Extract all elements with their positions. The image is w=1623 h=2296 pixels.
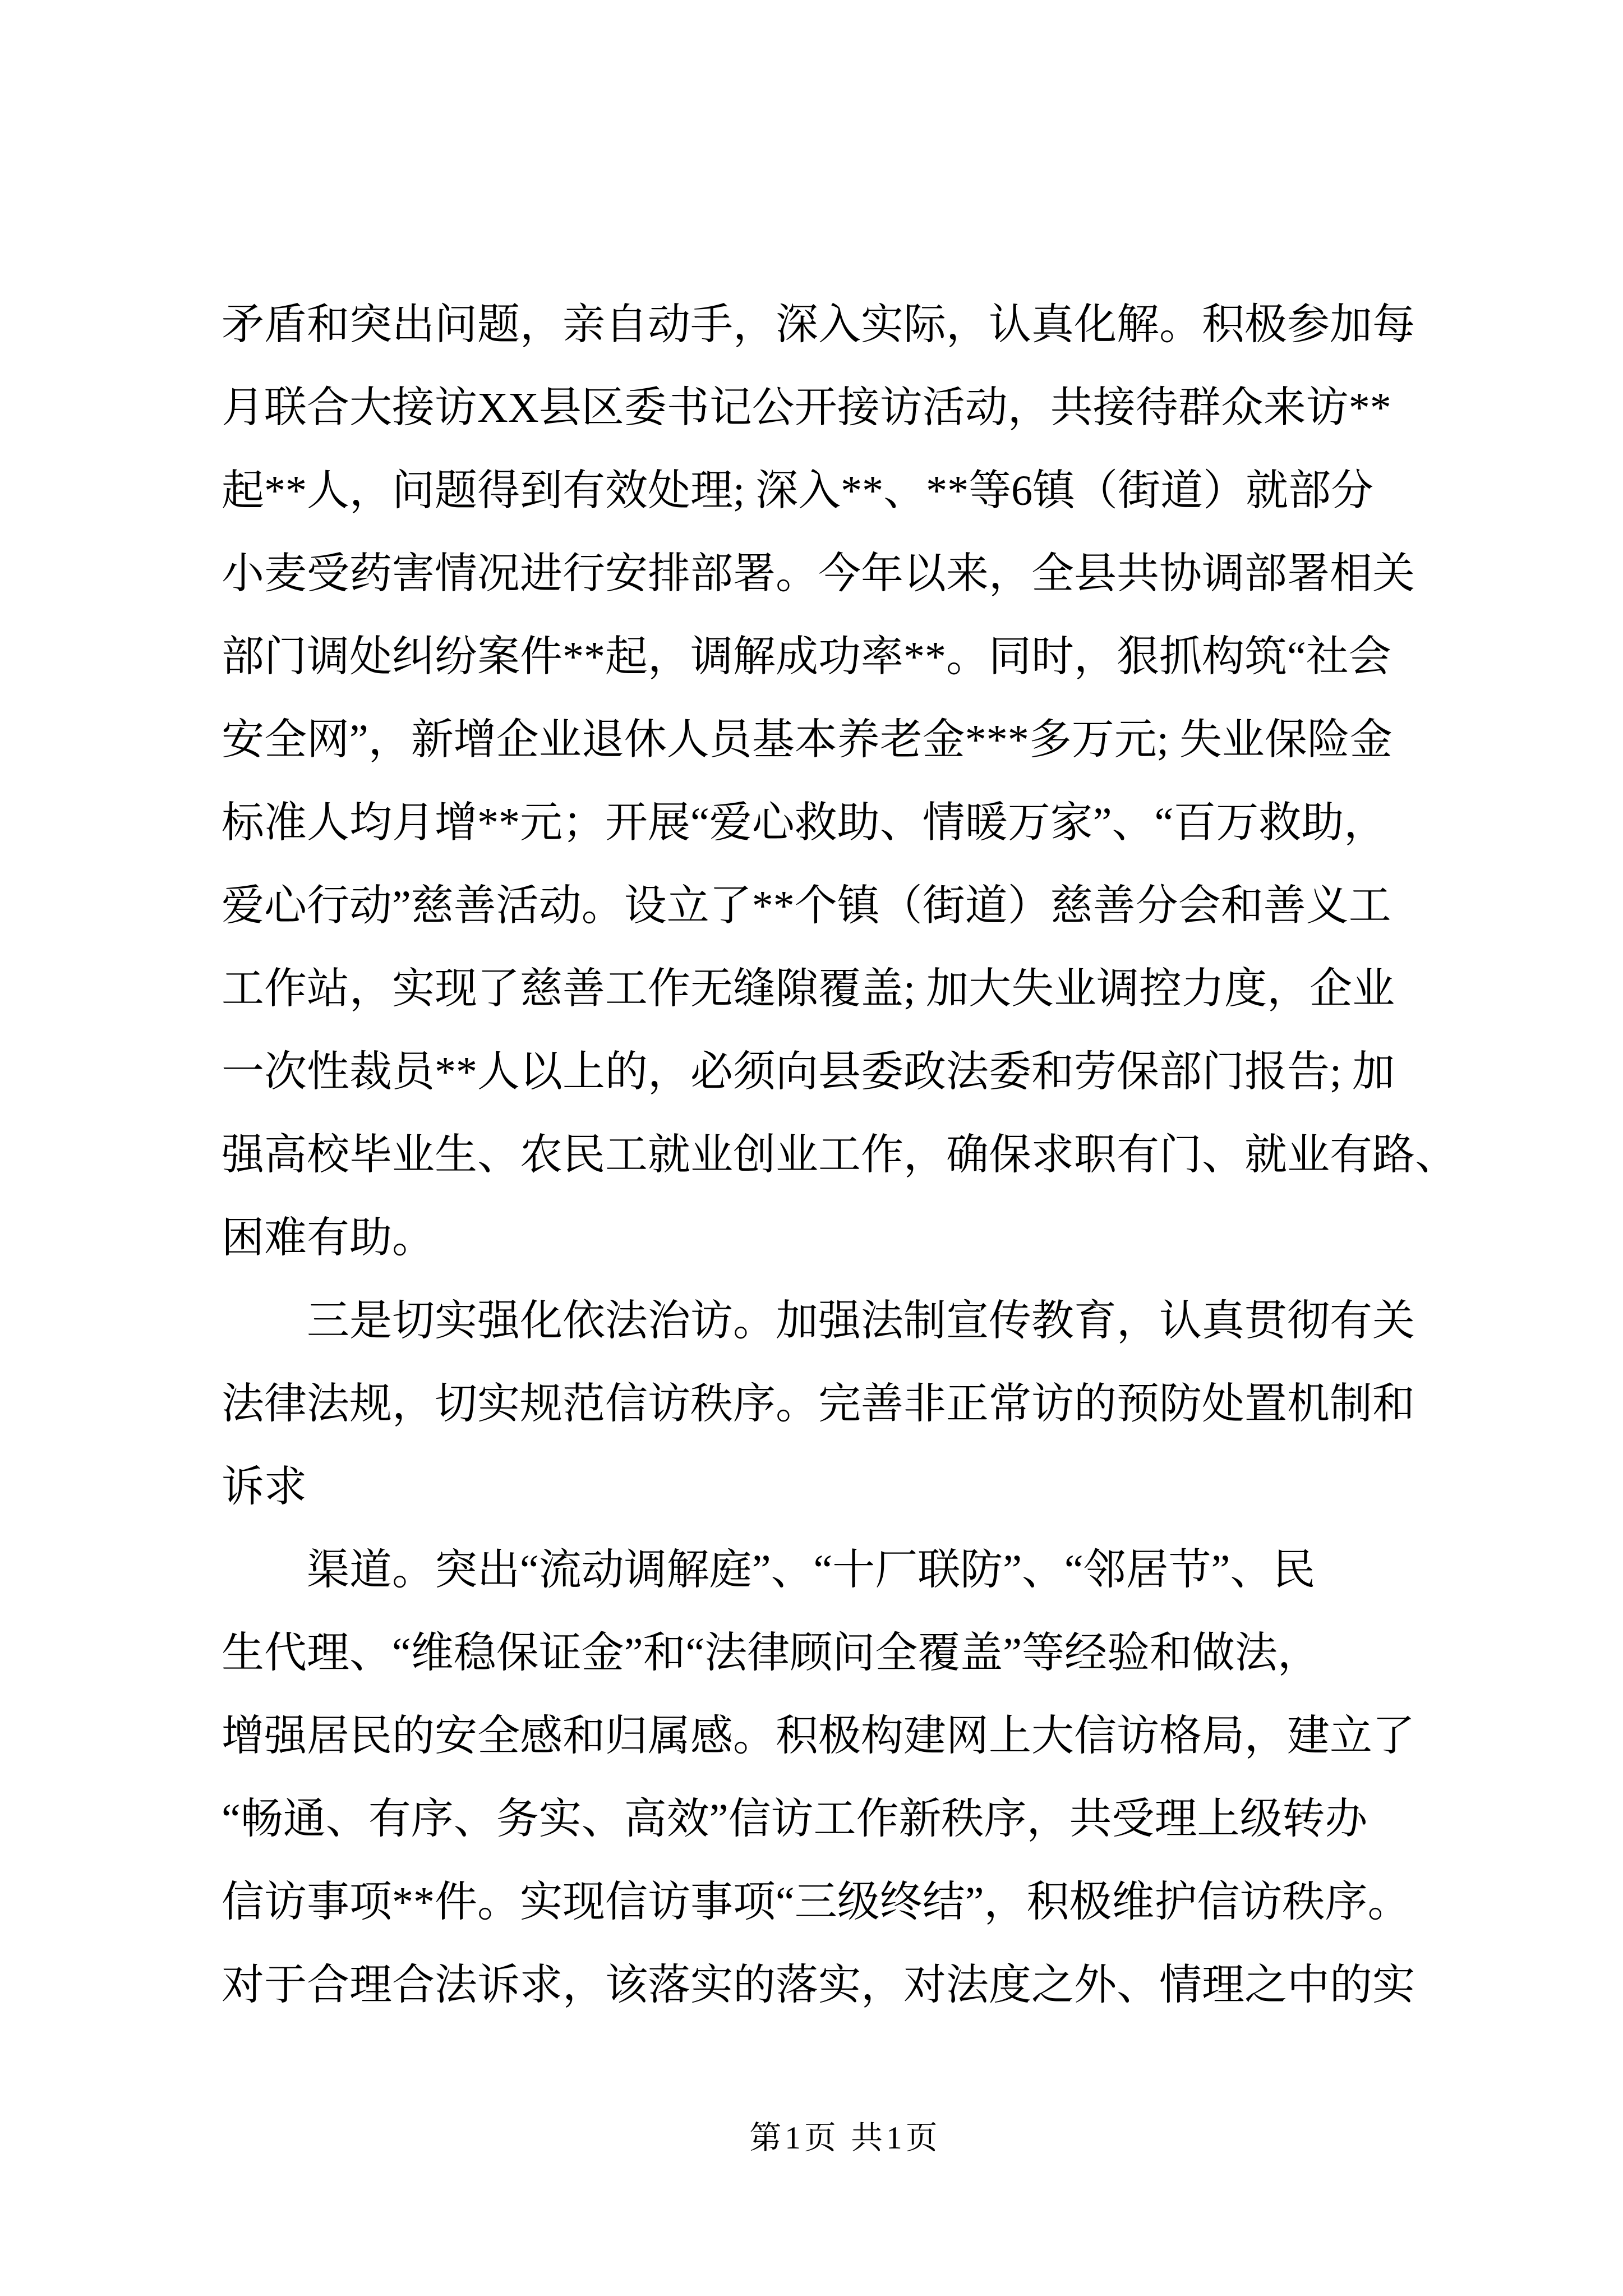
text-line: 诉求 [222, 1464, 307, 1511]
text-line: 法律法规，切实规范信访秩序。完善非正常访的预防处置机制和 [222, 1381, 1415, 1428]
page-number-label: 第1页 共1页 [749, 2120, 941, 2156]
text-line: 工作站，实现了慈善工作无缝隙覆盖; 加大失业调控力度，企业 [222, 965, 1395, 1013]
text-line: 起**人，问题得到有效处理; 深入**、**等6镇（街道）就部分 [222, 467, 1374, 514]
text-line: 强高校毕业生、农民工就业创业工作，确保求职有门、就业有路、 [222, 1131, 1458, 1179]
text-line: 对于合理合法诉求，该落实的落实，对法度之外、情理之中的实 [222, 1962, 1415, 2009]
text-line: “畅通、有序、务实、高效”信访工作新秩序，共受理上级转办 [222, 1796, 1368, 1843]
text-line: 矛盾和突出问题，亲自动手，深入实际，认真化解。积极参加每 [222, 301, 1415, 348]
text-line: 月联合大接访XX县区委书记公开接访活动，共接待群众来访** [222, 384, 1391, 431]
document-body [222, 283, 1472, 2027]
text-line: 爱心行动”慈善活动。设立了**个镇（街道）慈善分会和善义工 [222, 882, 1391, 930]
text-line: 困难有助。 [222, 1214, 435, 1262]
text-line: 增强居民的安全感和归属感。积极构建网上大信访格局，建立了 [222, 1713, 1415, 1760]
text-line: 标准人均月增**元；开展“爱心救助、情暖万家”、“百万救助， [222, 799, 1387, 846]
text-line: 信访事项**件。实现信访事项“三级终结”，积极维护信访秩序。 [222, 1879, 1410, 1926]
text-line: 渠道。突出“流动调解庭”、“十厂联防”、“邻居节”、民 [307, 1547, 1316, 1594]
text-line: 一次性裁员**人以上的，必须向县委政法委和劳保部门报告; 加 [222, 1048, 1395, 1096]
text-line: 安全网”，新增企业退休人员基本养老金***多万元; 失业保险金 [222, 716, 1393, 763]
page-footer [0, 2116, 1623, 2161]
text-line: 三是切实强化依法治访。加强法制宣传教育，认真贯彻有关 [307, 1297, 1415, 1345]
text-line: 生代理、“维稳保证金”和“法律顾问全覆盖”等经验和做法， [222, 1630, 1320, 1677]
text-line: 部门调处纠纷案件**起，调解成功率**。同时，狠抓构筑“社会 [222, 633, 1391, 680]
text-line: 小麦受药害情况进行安排部署。今年以来，全县共协调部署相关 [222, 550, 1415, 597]
